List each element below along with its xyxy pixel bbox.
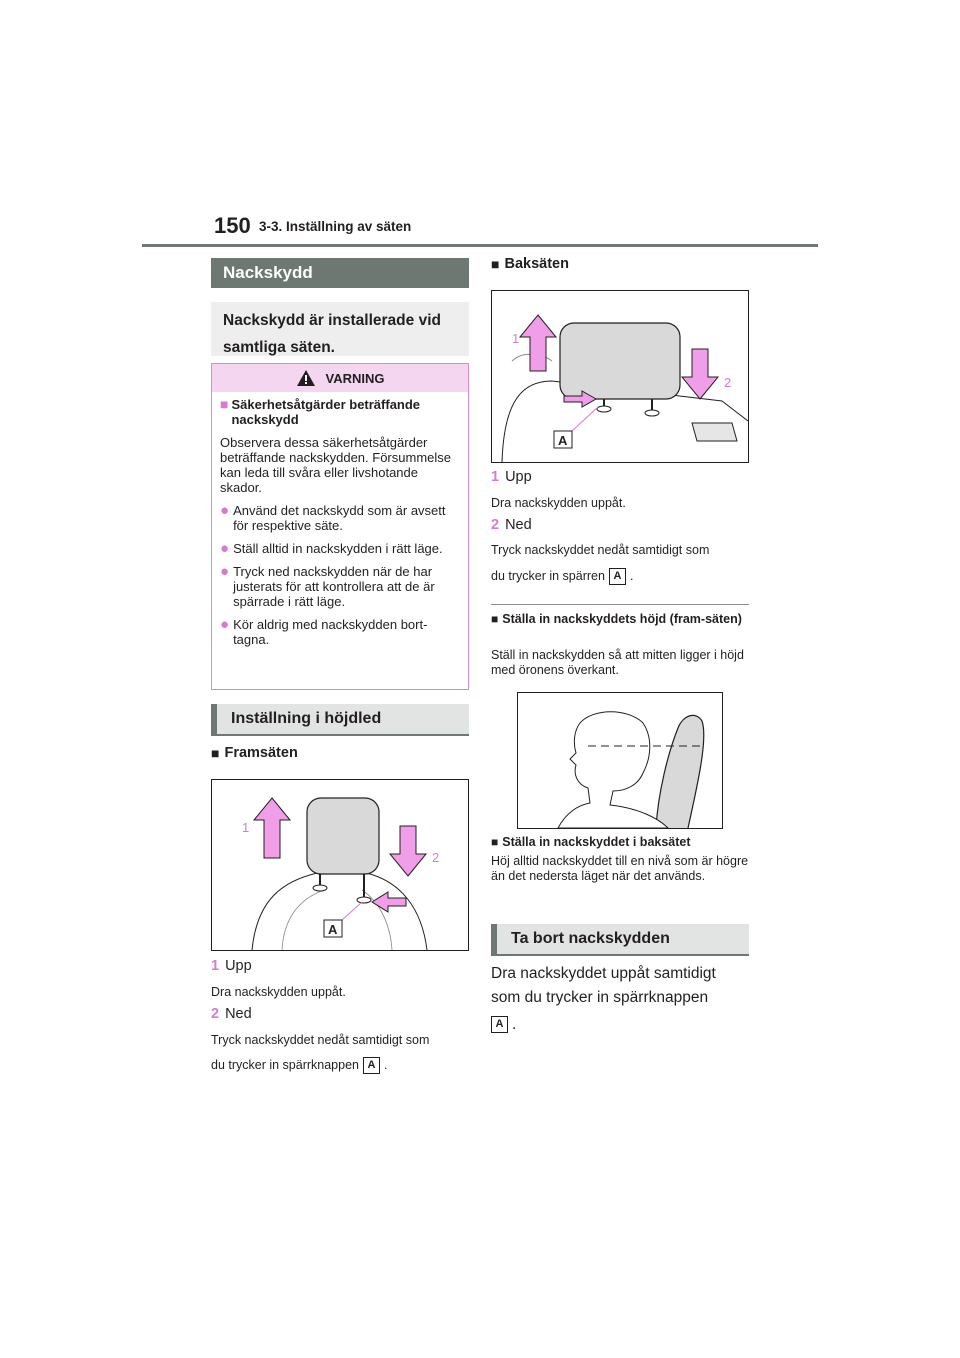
warning-bullet-text: Kör aldrig med nackskydden bort-tagna. <box>233 617 428 647</box>
remove-text: Dra nackskyddet uppåt samtidigt som du trycker in spärrknappen <box>491 965 716 1006</box>
warning-header <box>212 364 468 392</box>
rear-headrest-illustration <box>491 290 749 463</box>
circle-bullet-icon: ● <box>220 616 230 633</box>
step-number: 1 <box>211 958 220 974</box>
rear-adjust-heading <box>491 835 691 850</box>
front-step-2-desc-b <box>211 1057 387 1074</box>
rear-step-1-desc: Dra nackskydden uppåt. <box>491 496 626 510</box>
height-heading-text: Ställa in nackskyddets höjd (fram-säten) <box>502 612 742 626</box>
height-heading <box>491 612 749 627</box>
fig-label-1: 1 <box>242 820 250 835</box>
front-step-1 <box>211 958 252 974</box>
intro-text: Nackskydd är installerade vid samtliga säten. <box>211 302 469 356</box>
warning-box <box>211 363 469 690</box>
circle-bullet-icon: ● <box>220 502 230 519</box>
warning-heading-row <box>220 397 460 427</box>
up-arrow-icon <box>254 798 290 858</box>
warning-bullet <box>220 503 460 533</box>
page-number: 150 <box>214 213 251 238</box>
square-bullet-icon: ■ <box>491 835 499 849</box>
section-title-remove: Ta bort nackskydden <box>491 924 749 956</box>
fig-label-1: 1 <box>512 331 520 346</box>
section-title-adjust: Inställning i höjdled <box>211 704 469 736</box>
chapter-title: 3-3. Inställning av säten <box>259 219 412 234</box>
rear-adjust-heading-text: Ställa in nackskyddet i baksätet <box>502 835 691 849</box>
step-number: 1 <box>491 469 500 485</box>
front-step-2-desc-a: Tryck nackskyddet nedåt samtidigt som <box>211 1033 430 1047</box>
square-bullet-icon: ■ <box>491 256 500 272</box>
head-position-illustration <box>517 692 723 829</box>
circle-bullet-icon: ● <box>220 563 230 580</box>
warning-bullet <box>220 541 460 556</box>
rear-step-2-desc-b <box>491 568 633 585</box>
warning-text: Observera dessa säkerhetsåtgärder beträffande nackskydden. Försummelse kan leda till svåra eller livshotande skador. <box>220 435 451 495</box>
down-arrow-icon <box>390 826 426 876</box>
latch-a-label: A <box>363 1057 380 1074</box>
fig-label-2: 2 <box>724 375 732 390</box>
warning-label: VARNING <box>325 370 385 386</box>
front-seat-heading <box>211 745 298 761</box>
front-step-1-desc: Dra nackskydden uppåt. <box>211 985 346 999</box>
remove-text-end <box>491 1013 516 1037</box>
square-bullet-icon: ■ <box>491 612 499 626</box>
latch-a-label: A <box>609 568 626 585</box>
warning-icon <box>296 369 316 387</box>
step-label: Upp <box>505 469 532 485</box>
fig-label-a: A <box>328 922 338 937</box>
step-number: 2 <box>491 517 500 533</box>
front-seat-heading-text: Framsäten <box>224 745 298 761</box>
rear-step-1 <box>491 469 532 485</box>
push-arrow-icon <box>372 892 406 912</box>
warning-bullet-text: Använd det nackskydd som är avsett för respektive säte. <box>233 503 446 533</box>
rear-step-2-desc-a: Tryck nackskyddet nedåt samtidigt som <box>491 543 710 557</box>
front-step-2 <box>211 1006 252 1022</box>
rear-adjust-text: Höj alltid nackskyddet till en nivå som är högre än det nedersta läget när det används. <box>491 854 749 883</box>
square-bullet-icon: ■ <box>220 396 229 412</box>
desc-text: du trycker in spärren <box>491 568 605 583</box>
warning-bullet <box>220 564 460 609</box>
header-rule <box>142 244 818 247</box>
desc-text: du trycker in spärrknappen <box>211 1057 359 1072</box>
height-text: Ställ in nackskydden så att mitten ligger i höjd med öronens överkant. <box>491 648 744 677</box>
step-label: Upp <box>225 958 252 974</box>
rear-seat-heading <box>491 256 569 272</box>
step-label: Ned <box>505 517 532 533</box>
warning-bullet <box>220 617 460 647</box>
rear-step-2 <box>491 517 532 533</box>
fig-label-a: A <box>558 433 568 448</box>
down-arrow-icon <box>682 349 718 399</box>
step-label: Ned <box>225 1006 252 1022</box>
square-bullet-icon: ■ <box>211 745 220 761</box>
warning-heading: Säkerhetsåtgärder beträffande nackskydd <box>231 397 421 427</box>
step-number: 2 <box>211 1006 220 1022</box>
warning-bullet-text: Tryck ned nackskydden när de har justerats för att kontrollera att de är spärrade i rätt läge. <box>233 564 435 609</box>
latch-a-label: A <box>491 1016 508 1033</box>
rear-seat-heading-text: Baksäten <box>504 256 569 272</box>
up-arrow-icon <box>520 315 556 371</box>
fig-label-2: 2 <box>432 850 440 865</box>
warning-bullet-text: Ställ alltid in nackskydden i rätt läge. <box>233 541 443 556</box>
desc-end: . <box>512 1016 517 1033</box>
desc-end: . <box>629 568 634 583</box>
front-headrest-illustration <box>211 779 469 951</box>
circle-bullet-icon: ● <box>220 540 230 557</box>
desc-end: . <box>384 1057 388 1072</box>
section-title-nackskydd: Nackskydd <box>211 258 469 288</box>
divider <box>491 604 749 605</box>
